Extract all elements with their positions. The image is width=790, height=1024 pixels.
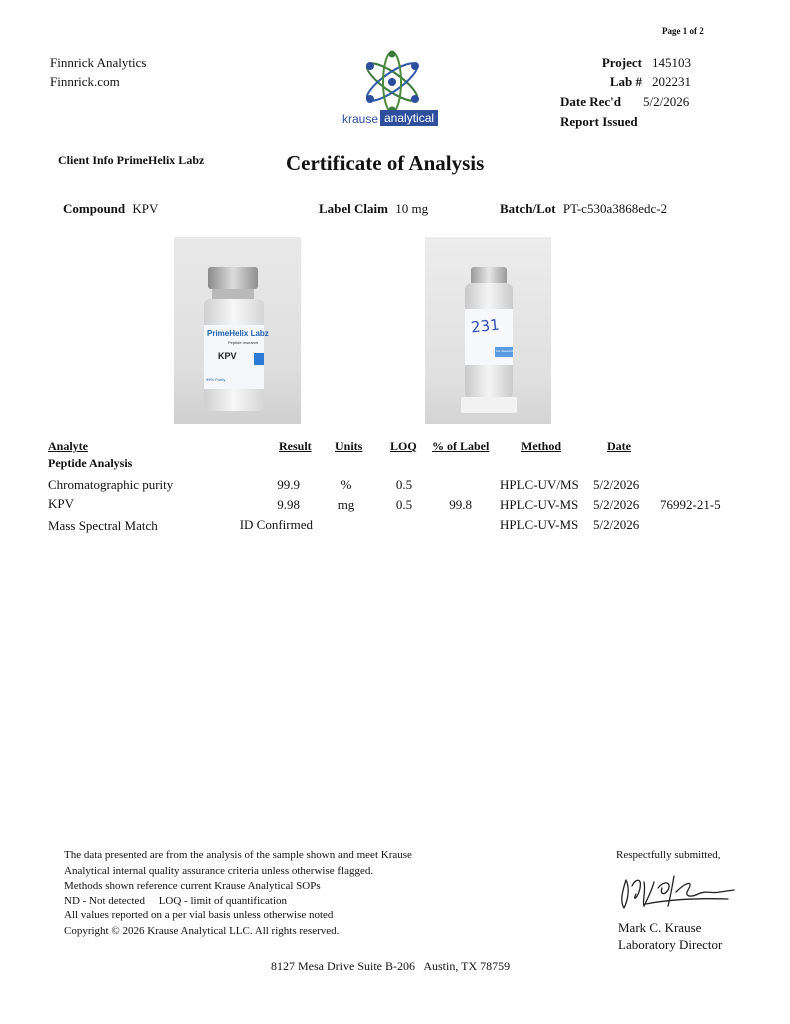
row-date: 5/2/2026 [593,497,640,512]
compound-info [63,201,158,217]
vial-research-label: For Research [496,349,515,353]
row-method: HPLC-UV-MS [500,497,579,512]
vial-compound-name: KPV [218,351,237,361]
note-line: ND - Not detected LOQ - limit of quantification [64,895,287,907]
batch-lot [500,201,667,217]
vial-purity: 99% Purity [206,377,226,382]
batch-lot-value: PT-c530a3868edc-2 [562,201,668,216]
vial-cap [208,267,258,289]
page-title: Certificate of Analysis [286,151,485,175]
label-claim-label: Label Claim [319,201,388,216]
row-result: 9.98 [277,497,300,512]
compound-label: Compound [63,201,126,216]
project-label: Project [601,55,642,70]
row-result: ID Confirmed [239,517,313,532]
label-claim-value: 10 mg [395,201,429,216]
header-date: Date [607,439,631,453]
row-date: 5/2/2026 [593,517,640,532]
row-loq: 0.5 [395,497,413,512]
vial-brand: PrimeHelix Labz [207,329,269,338]
row-cas: 76992-21-5 [660,497,721,512]
lab-label: Lab # [609,74,642,89]
vial-label-stripe [254,353,264,365]
vial-photo-back [425,237,551,424]
header-units: Units [335,439,363,453]
header-loq: LOQ [390,439,417,453]
logo-word-krause: krause [342,112,379,126]
date-received-label: Date Rec'd [560,94,622,109]
compound-value: KPV [132,201,159,216]
header-method: Method [521,439,561,453]
project-value: 145103 [652,55,691,70]
report-issued-label: Report Issued [560,114,638,129]
row-analyte: Mass Spectral Match [48,518,158,533]
vial-label [204,325,269,389]
label-claim [319,201,428,217]
header-percent-of-label: % of Label [432,439,490,453]
row-units: mg [337,497,355,512]
section-peptide-analysis: Peptide Analysis [48,456,133,470]
company-site: Finnrick.com [50,74,120,89]
address: 8127 Mesa Drive Suite B-206 Austin, TX 78759 [271,959,511,973]
signer-name: Mark C. Krause [618,920,702,935]
date-received-value: 5/2/2026 [643,94,690,109]
row-percent: 99.8 [449,497,472,512]
row-loq: 0.5 [395,477,413,492]
vial-base [461,397,517,413]
batch-lot-label: Batch/Lot [500,201,556,216]
note-line: The data presented are from the analysis of the sample shown and meet Krause [64,849,412,861]
signature-image [616,868,742,916]
krause-analytical-logo [340,44,452,132]
row-result: 99.9 [277,477,300,492]
logo-word-analytical: analytical [380,110,438,126]
page-number: Page 1 of 2 [662,26,704,36]
header-analyte: Analyte [48,439,88,453]
row-method: HPLC-UV-MS [500,517,579,532]
row-units: % [340,477,352,492]
header-result: Result [279,439,312,453]
signer-title: Laboratory Director [618,937,723,952]
respectfully-submitted: Respectfully submitted, [616,849,721,861]
vial-label [465,309,513,365]
handwritten-vial-number: 231 [470,315,501,337]
lab-value: 202231 [652,74,691,89]
vial-subtitle: Peptide research [228,340,259,345]
row-date: 5/2/2026 [593,477,640,492]
row-method: HPLC-UV/MS [500,477,579,492]
copyright: Copyright © 2026 Krause Analytical LLC. All rights reserved. [64,925,340,937]
note-line: All values reported on a per vial basis unless otherwise noted [64,909,334,921]
vial-photo-front [174,237,301,424]
client-info: Client Info PrimeHelix Labz [58,153,205,167]
row-analyte: Chromatographic purity [48,477,174,492]
company-name: Finnrick Analytics [50,55,147,70]
row-analyte: KPV [48,496,75,511]
note-line: Analytical internal quality assurance criteria unless otherwise flagged. [64,865,374,877]
note-line: Methods shown reference current Krause Analytical SOPs [64,880,321,892]
